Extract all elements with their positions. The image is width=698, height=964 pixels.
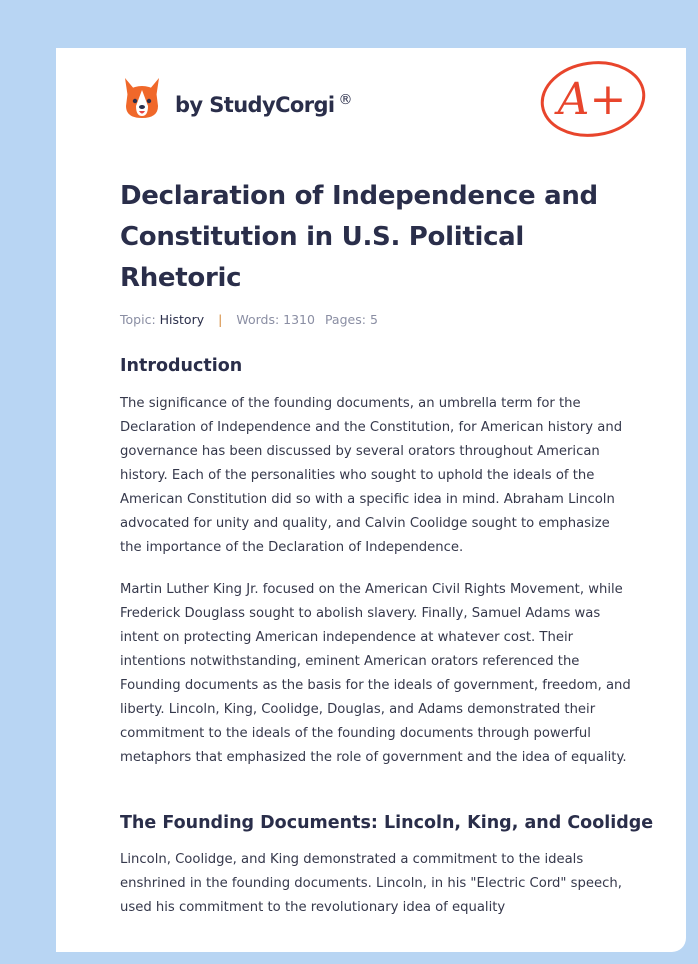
pages-count: 5 [369, 312, 378, 327]
brand-name[interactable] [175, 92, 352, 117]
brand-text: by StudyCorgi [175, 93, 335, 117]
paragraph: Martin Luther King Jr. focused on the American Civil Rights Movement, while Frederick Douglass sought to abolish slavery. Finally, Samuel Adams was intent on protecting American independence at whatever cost. Their intentions notwithstanding, eminent American orators referenced the Founding documents as the basis for the ideals of government, freedom, and liberty. Lincoln, King, Coolidge, Douglas, and Adams demonstrated their commitment to the ideals of the founding documents through powerful metaphors that emphasized the role of government and the idea of equality. [120, 582, 631, 765]
words-count: 1310 [283, 312, 315, 327]
corgi-icon[interactable] [122, 76, 162, 120]
paragraph: The significance of the founding documents, an umbrella term for the Declaration of Independence and the Constitution, for American history and governance has been discussed by several orators throughout American history. Each of the personalities who sought to uphold the ideals of the American Constitution did so with a specific idea in mind. Abraham Lincoln advocated for unity and quality, and Calvin Coolidge sought to emphasize the importance of the Declaration of Independence. [120, 396, 623, 555]
grade-badge [538, 58, 648, 140]
section-heading-introduction: Introduction [120, 356, 243, 376]
grade-text: A+ [557, 74, 627, 125]
document-meta [120, 312, 378, 327]
topic-label: Topic: [120, 312, 156, 327]
paragraph: Lincoln, Coolidge, and King demonstrated a commitment to the ideals enshrined in the founding documents. Lincoln, in his "Electric Cord" speech, used his commitment to the revolutionary idea of equality [120, 852, 622, 915]
section-heading-founding-documents: The Founding Documents: Lincoln, King, and Coolidge [120, 813, 654, 833]
document-card [56, 48, 686, 952]
topic-link[interactable]: History [159, 312, 205, 327]
meta-separator: | [218, 312, 223, 327]
words-label: Words: [236, 312, 280, 327]
registered-mark: ® [338, 92, 352, 108]
page-title: Declaration of Independence and Constitution in U.S. Political Rhetoric [120, 181, 598, 293]
pages-label: Pages: [324, 312, 366, 327]
